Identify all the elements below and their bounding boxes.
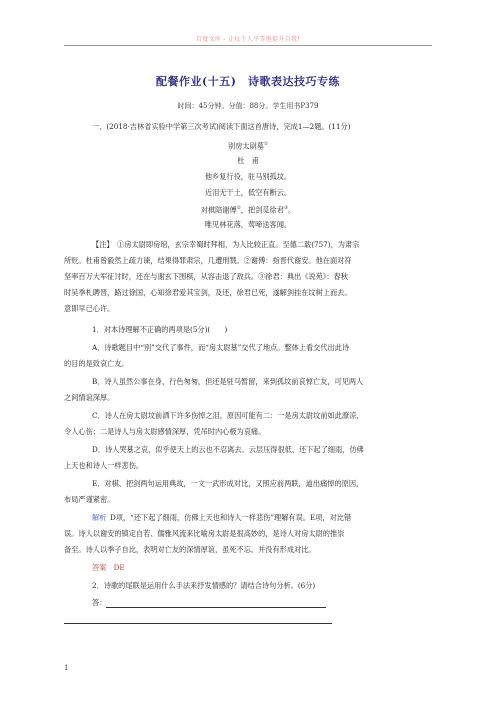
page-number: 1 (64, 664, 69, 672)
question-2-stem: 2．诗歌的尾联是运用什么手法来抒发情感的？请结合诗句分析。(6分) (92, 581, 316, 590)
analysis-line: 备至。诗人以季子自比，表明对亡友的深情厚谊，虽死不忘。并没有形成对比。 (64, 545, 316, 554)
answer-label: 答案 (92, 563, 107, 572)
section-intro: 一、(2018·吉林省实验中学第三次考试)阅读下面这首唐诗，完成1—2题。(11分) (92, 122, 351, 131)
poem-author: 杜 甫 (237, 156, 259, 165)
poem-note-marker: ② (236, 206, 241, 211)
option-d: D．诗人哭墓之哀，似乎使天上的云也不忍离去。云层压得很低，还下起了细雨，仿佛 (92, 445, 364, 454)
notes-label: 【注】 (92, 240, 114, 249)
notes-text: ①房太尉即房琯，玄宗幸蜀时拜相，为人比较正直。至德二载(757)，为肃宗 (117, 240, 360, 249)
option-c-cont: 令人心伤；二是诗人与房太尉感情深厚，凭吊时内心极为哀痛。 (64, 427, 266, 436)
poem-line-part: 。 (287, 205, 296, 215)
option-e-cont: 布局严谨紧密。 (64, 495, 115, 504)
option-e: E．对棋、把剑两句运用典故，一文一武形成对比，又照应前两联，道出痛悼的原因， (92, 479, 364, 488)
option-d-cont: 上天也和诗人一样悲伤。 (64, 461, 144, 470)
analysis-line (92, 513, 351, 523)
answer-blank[interactable] (64, 615, 332, 624)
option-c: C．诗人在房太尉坟前洒下许多伤悼之泪，原因可能有二：一是房太尉坟前如此潦凉， (92, 411, 364, 420)
notes-line (92, 240, 359, 250)
notes-line: 时吴季札聘晋，路过徐国，心知徐君爱其宝剑，及还，徐君已死，遂解剑挂在坟树上而去。 (64, 288, 352, 297)
option-a-cont: 的目的是致哀亡友。 (64, 359, 129, 368)
analysis-label: 解析 (92, 513, 107, 522)
poem-line: 他乡复行役，驻马别孤坟。 (204, 172, 292, 181)
answer-prefix: 答： (92, 598, 107, 607)
answer-value: DE (113, 563, 125, 572)
answer-blank[interactable] (106, 599, 326, 608)
answer-line (92, 563, 125, 573)
notes-line: 坚率百万大军征讨时，还在与谢玄下围棋，从容击退了敌兵。③徐君：典出《说苑》：春秋 (64, 272, 348, 281)
option-b: B．诗人虽然公事在身，行色匆匆，但还是驻马暂留，来到孤坟前哀悼亡友，可见两人 (92, 377, 364, 386)
poem-title-text: 别房太尉墓 (228, 141, 264, 151)
analysis-line: 误。诗人以谢安的镇定自若、儒雅风流来比喻房太尉是很高妙的，是诗人对房太尉的推崇 (64, 529, 345, 538)
answer-blank-row (64, 614, 332, 624)
poem-line (0, 204, 496, 215)
option-a: A．诗歌题目中“别”交代了事件，而“房太尉墓”交代了地点。整体上看交代出此诗 (92, 343, 350, 352)
poem-title-note: ① (263, 142, 268, 147)
question-1-stem: 1．对本诗理解不正确的两项是(5分)( ) (92, 325, 228, 334)
poem-line-part: ，把剑觅徐君 (240, 205, 284, 215)
poem-line-part: 对棋陪谢傅 (200, 205, 237, 215)
notes-line: 所贬。杜甫曾毅然上疏力谏，结果得罪肃宗，几遭刑戮。②谢傅：指晋代谢安。他在面对符 (64, 256, 352, 265)
option-b-cont: 之间情谊深厚。 (64, 393, 115, 402)
analysis-text: D项，“还下起了细雨，仿佛上天也和诗人一样悲伤”理解有误。E项，对比错 (109, 513, 352, 522)
page-meta: 时间：45分钟。分值：88分。学生用书P379 (177, 102, 319, 110)
poem-line: 唯见林花落，莺啼送客闻。 (204, 220, 292, 229)
page-title: 配餐作业(十五) 诗歌表达技巧专练 (156, 75, 340, 88)
header-watermark: 百度文库 - 让每个人平等地提升自我! (196, 36, 300, 43)
notes-line: 意即早已心许。 (64, 304, 115, 313)
poem-note-marker: ③ (283, 206, 288, 211)
answer-blank-row (92, 598, 326, 608)
poem-title (0, 140, 496, 151)
header-divider (64, 45, 432, 46)
poem-line: 近泪无干土，低空有断云。 (204, 188, 292, 197)
